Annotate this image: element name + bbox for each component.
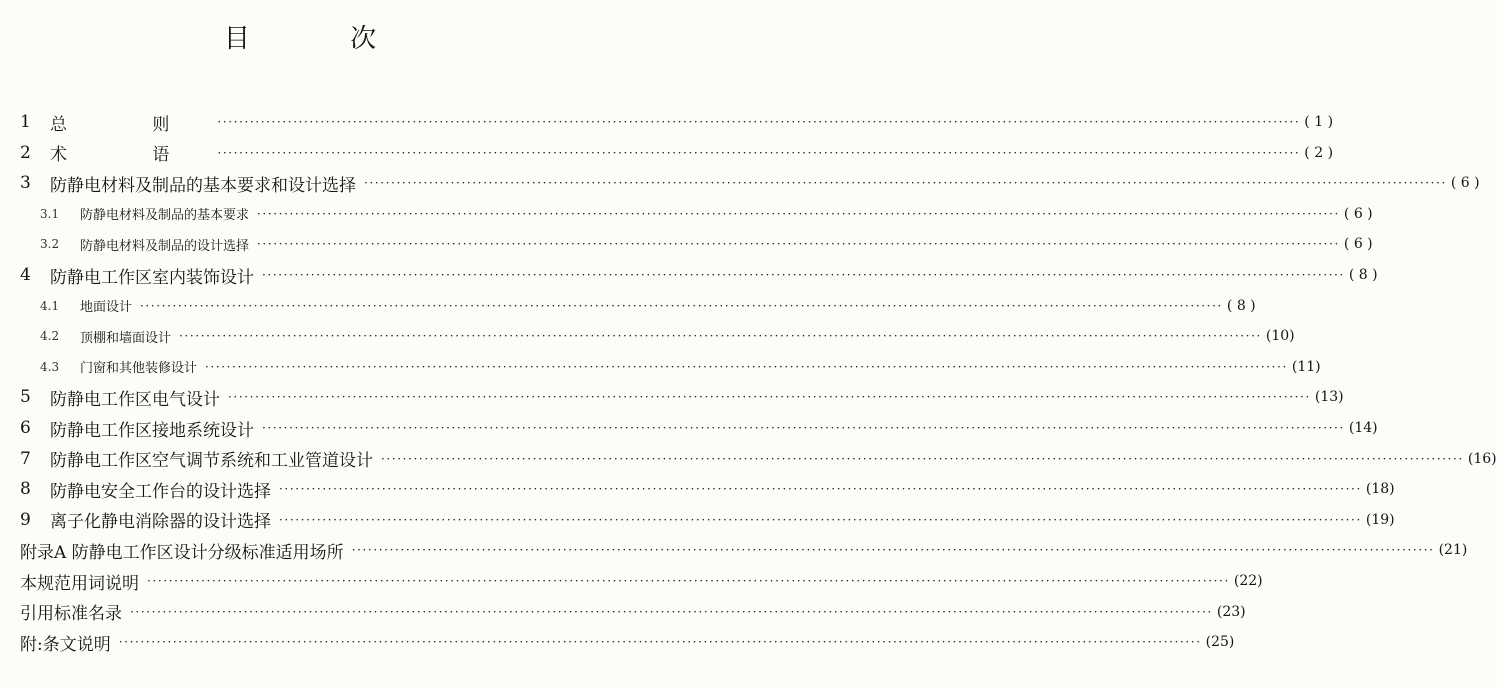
toc-entry[interactable]: [0, 536, 1468, 564]
toc-leader-dots: ········································································································································································································: [147, 574, 1230, 588]
toc-entry-title: 防静电材料及制品的设计选择: [80, 238, 250, 254]
toc-entry-title: 防静电材料及制品的基本要求和设计选择: [50, 175, 356, 196]
toc-leader-dots: ········································································································································································································: [364, 176, 1447, 191]
toc-entry[interactable]: [0, 475, 1395, 503]
toc-entry[interactable]: [0, 230, 1373, 258]
toc-entry-page: ( 2 ): [1304, 144, 1334, 161]
toc-leader-dots: ········································································································································································································: [205, 359, 1288, 374]
toc-entry-number: 4.2: [40, 329, 60, 344]
toc-entry-page: (18): [1365, 481, 1395, 498]
toc-entry-page: (11): [1291, 358, 1321, 375]
toc-entry[interactable]: [0, 322, 1295, 350]
toc-leader-dots: ········································································································································································································: [381, 451, 1464, 466]
toc-entry-number: 1: [20, 112, 31, 132]
toc-leader-dots: ········································································································································································································: [279, 482, 1362, 497]
toc-entry-page: ( 1 ): [1304, 114, 1334, 130]
toc-entry-number: 3.1: [40, 206, 60, 221]
toc-entry-page: (22): [1233, 573, 1263, 589]
toc-entry-page: ( 6 ): [1450, 175, 1480, 192]
toc-entry-page: ( 8 ): [1348, 267, 1378, 283]
toc-entry-number: 3.2: [40, 237, 60, 252]
toc-entry[interactable]: [0, 598, 1246, 626]
toc-entry[interactable]: [0, 139, 1334, 167]
toc-entry-title: 总 则: [50, 114, 210, 135]
toc-entry-page: (21): [1438, 542, 1468, 559]
toc-leader-dots: ········································································································································································································: [118, 635, 1202, 650]
toc-entry-page: ( 6 ): [1343, 236, 1373, 253]
toc-entry-page: ( 6 ): [1343, 205, 1373, 222]
toc-leader-dots: ········································································································································································································: [351, 543, 1435, 558]
toc-leader-dots: ········································································································································································································: [217, 145, 1301, 160]
toc-leader-dots: ········································································································································································································: [217, 115, 1301, 129]
toc-entry[interactable]: [0, 108, 1334, 136]
toc-leader-dots: ········································································································································································································: [228, 390, 1311, 405]
toc-entry[interactable]: [0, 261, 1378, 289]
toc-entry-number: 2: [20, 142, 31, 163]
toc-entry-title: 防静电安全工作台的设计选择: [50, 481, 271, 502]
toc-entry-number: 4.1: [40, 298, 60, 313]
toc-entry-page: ( 8 ): [1226, 297, 1256, 314]
toc-entry[interactable]: [0, 200, 1373, 228]
toc-entry-title: 门窗和其他装修设计: [80, 361, 198, 377]
toc-entry-title: 防静电工作区接地系统设计: [50, 420, 254, 441]
toc-entry-title: 顶棚和墙面设计: [80, 330, 172, 346]
toc-leader-dots: ········································································································································································································: [179, 329, 1262, 344]
toc-leader-dots: ········································································································································································································: [279, 512, 1362, 527]
toc-entry-page: (23): [1216, 603, 1246, 620]
toc-leader-dots: ········································································································································································································: [262, 268, 1345, 282]
toc-entry[interactable]: [0, 169, 1480, 197]
toc-entry[interactable]: [0, 353, 1321, 381]
toc-leader-dots: ········································································································································································································: [257, 237, 1340, 252]
toc-entry[interactable]: [0, 506, 1395, 534]
toc-entry-number: 9: [20, 509, 31, 530]
toc-entry-title: 引用标准名录: [20, 604, 122, 625]
toc-entry-title: 防静电工作区室内装饰设计: [50, 267, 254, 288]
toc-entry[interactable]: [0, 628, 1235, 656]
toc-entry-number: 5: [20, 387, 31, 408]
toc-entry-title: 附:条文说明: [20, 634, 111, 655]
toc-entry-number: 7: [20, 448, 31, 469]
toc-entry-number: 4: [20, 265, 31, 285]
toc-entry-title: 防静电材料及制品的基本要求: [80, 208, 250, 224]
toc-entry-page: (14): [1348, 420, 1378, 436]
toc-entry-title: 附录A 防静电工作区设计分级标准适用场所: [20, 542, 344, 563]
toc-entry-number: 8: [20, 479, 31, 500]
toc-entry-title: 防静电工作区空气调节系统和工业管道设计: [50, 451, 373, 472]
toc-entry-title: 术 语: [50, 145, 210, 166]
toc-leader-dots: ········································································································································································································: [257, 206, 1340, 221]
toc-entry-number: 4.3: [40, 359, 60, 374]
toc-entry[interactable]: [0, 445, 1497, 473]
page-title: 目 次: [223, 24, 423, 54]
toc-entry-title: 地面设计: [80, 300, 133, 316]
toc-leader-dots: ········································································································································································································: [130, 604, 1213, 619]
toc-entry-page: (10): [1265, 328, 1295, 345]
toc-entry-title: 本规范用词说明: [20, 573, 139, 594]
toc-entry-title: 离子化静电消除器的设计选择: [50, 512, 271, 533]
toc-entry-page: (25): [1205, 634, 1235, 651]
toc-entry-page: (19): [1365, 511, 1395, 528]
toc-entry-title: 防静电工作区电气设计: [50, 389, 220, 410]
toc-entry[interactable]: [0, 383, 1344, 411]
toc-entry-number: 3: [20, 173, 31, 194]
toc-entry[interactable]: [0, 292, 1256, 320]
toc-leader-dots: ········································································································································································································: [262, 421, 1345, 435]
toc-entry[interactable]: [0, 414, 1378, 442]
toc-entry-page: (16): [1467, 450, 1497, 467]
toc-entry-number: 6: [20, 418, 31, 438]
toc-leader-dots: ········································································································································································································: [140, 298, 1223, 313]
toc-entry[interactable]: [0, 567, 1263, 595]
toc-entry-page: (13): [1314, 389, 1344, 406]
